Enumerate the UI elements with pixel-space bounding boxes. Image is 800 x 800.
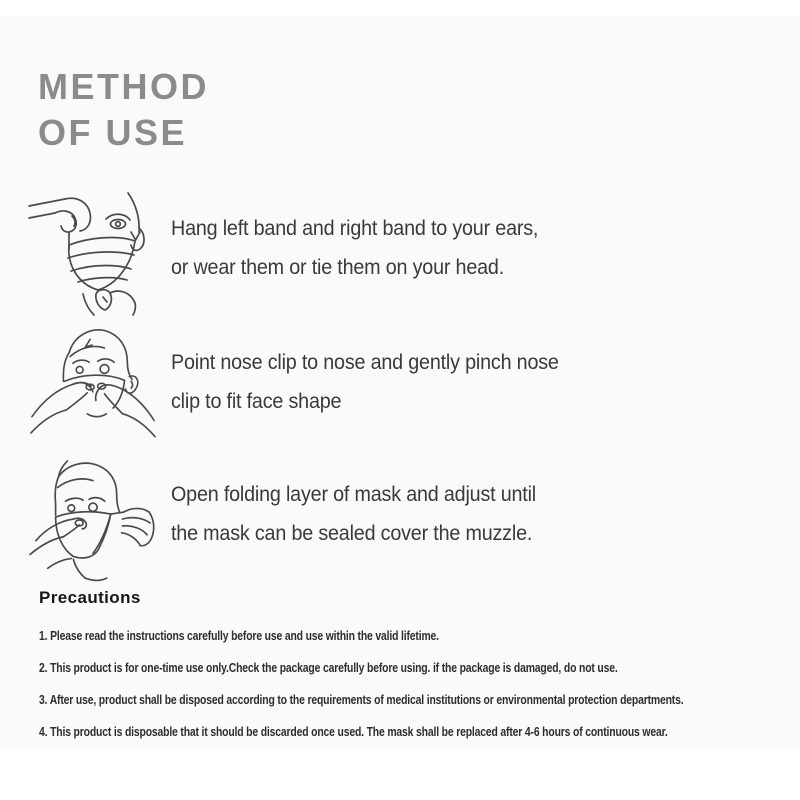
step-1-caption [171,209,538,287]
hang-bands-on-ears-illustration [28,192,158,318]
precaution-item-2: 2. This product is for one-time use only.Check the package carefully before using. if the package is damaged, do not use. [39,660,618,675]
page-title-line-1: METHOD [38,66,209,107]
step-2-caption-line-1: Point nose clip to nose and gently pinch nose [171,351,559,374]
page-title-line-2: OF USE [38,112,188,153]
precaution-item-3: 3. After use, product shall be disposed according to the requirements of medical institutions or environmental protection departments. [39,692,684,707]
precautions-heading: Precautions [39,588,141,607]
step-3-caption-line-2: the mask can be sealed cover the muzzle. [171,522,533,545]
instruction-sheet [0,16,800,749]
precaution-item-4: 4. This product is disposable that it should be discarded once used. The mask shall be replaced after 4-6 hours of continuous wear. [39,724,668,739]
pinch-nose-clip-illustration [28,326,158,452]
step-3-caption-line-1: Open folding layer of mask and adjust until [171,483,537,506]
step-2-caption-line-2: clip to fit face shape [171,390,342,413]
precautions-list [39,620,779,748]
mask-on-face-drawing-2 [28,326,158,452]
step-2-caption [171,343,559,421]
step-1-caption-line-1: Hang left band and right band to your ears, [171,217,539,240]
open-folding-layer-illustration [28,458,158,584]
precaution-item-1: 1. Please read the instructions carefully before use and use within the valid lifetime. [39,628,439,643]
step-1-caption-line-2: or wear them or tie them on your head. [171,256,505,279]
mask-on-face-drawing-3 [28,458,158,584]
precautions-section [39,588,779,748]
page-title [38,64,209,156]
step-3-caption [171,475,536,553]
mask-on-face-drawing-1 [28,192,158,318]
